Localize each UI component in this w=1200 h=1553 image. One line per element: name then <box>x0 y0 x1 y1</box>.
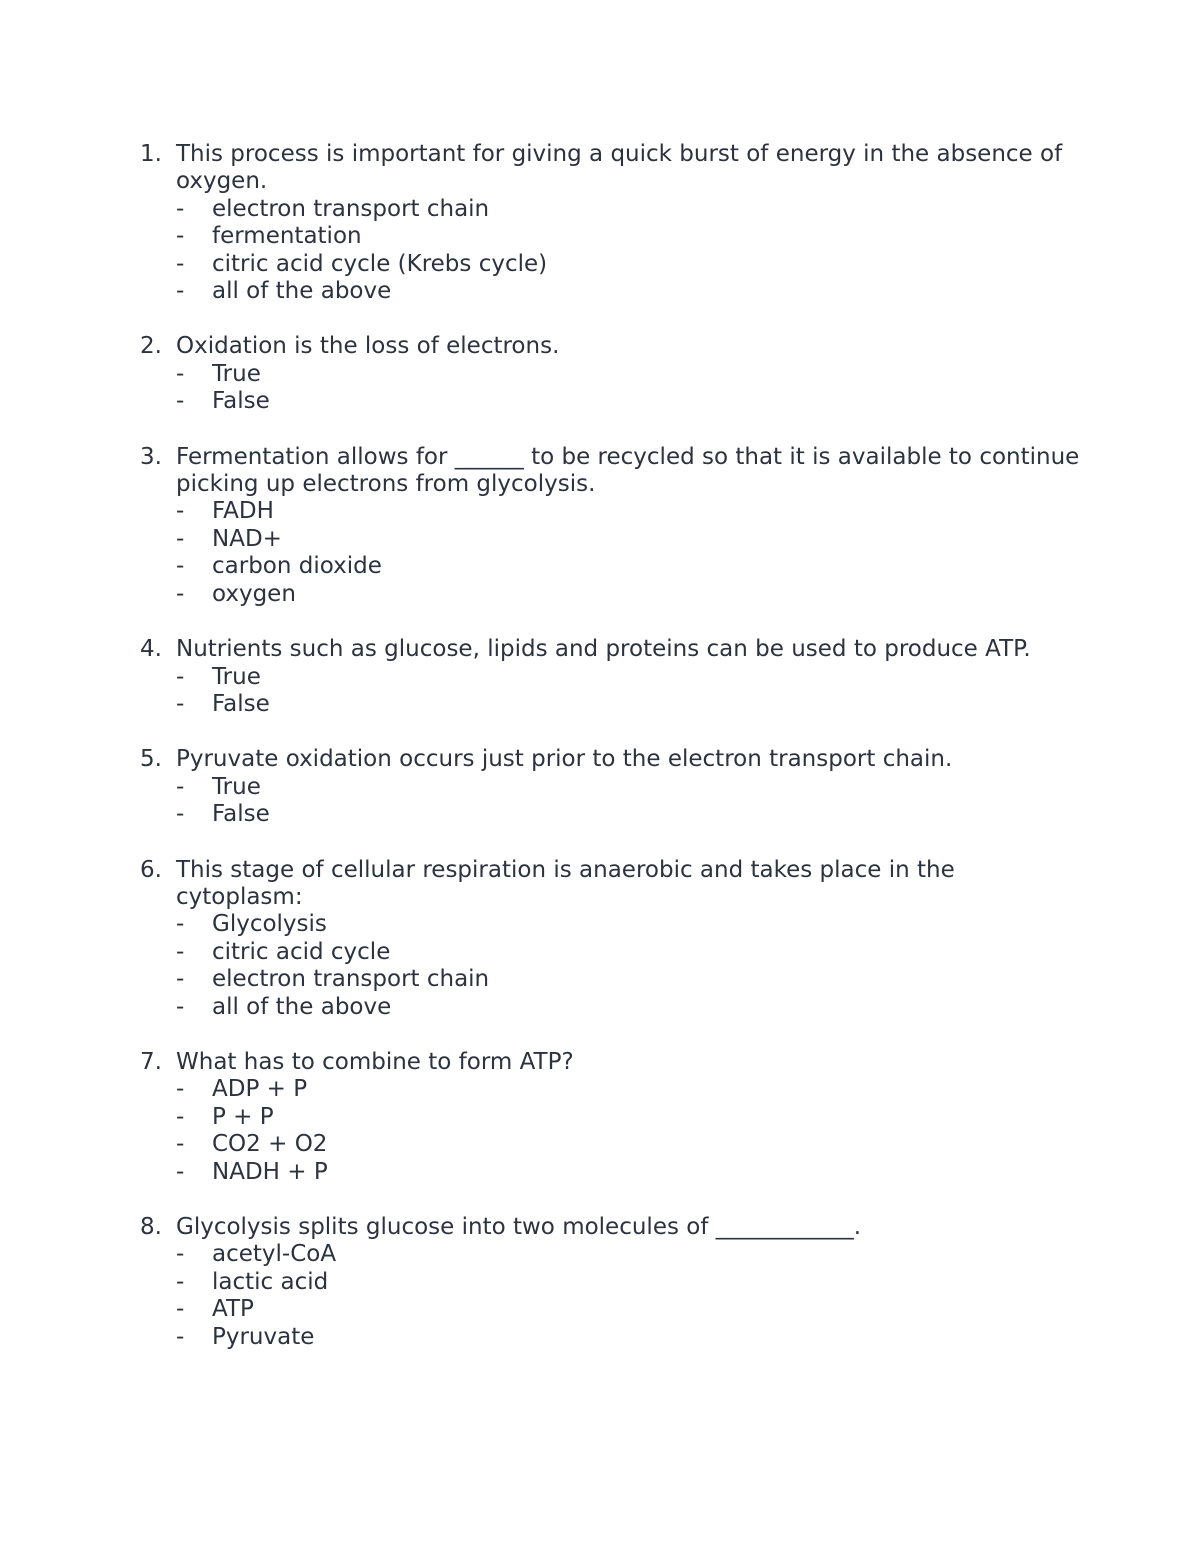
dash-bullet-icon: - <box>176 1268 185 1295</box>
answer-option-text: False <box>212 801 270 828</box>
dash-bullet-icon: - <box>176 938 185 965</box>
dash-bullet-icon: - <box>176 1131 185 1158</box>
answer-option <box>176 581 1080 608</box>
answer-option <box>176 664 1080 691</box>
dash-bullet-icon: - <box>176 498 185 525</box>
dash-bullet-icon: - <box>176 525 185 552</box>
dash-bullet-icon: - <box>176 911 185 938</box>
question-6 <box>140 857 1080 1021</box>
answer-option <box>176 526 1080 553</box>
question-3 <box>140 444 1080 608</box>
dash-bullet-icon: - <box>176 1103 185 1130</box>
answer-option <box>176 251 1080 278</box>
question-text: This process is important for giving a quick burst of energy in the absence of oxygen. <box>176 141 1063 195</box>
answer-option <box>176 388 1080 415</box>
question-text: Nutrients such as glucose, lipids and proteins can be used to produce ATP. <box>176 636 1031 663</box>
answer-option-text: P + P <box>212 1103 274 1130</box>
answer-option-text: Pyruvate <box>212 1323 315 1350</box>
answer-option-text: CO2 + O2 <box>212 1131 328 1158</box>
dash-bullet-icon: - <box>176 1241 185 1268</box>
dash-bullet-icon: - <box>176 360 185 387</box>
answer-options <box>176 911 1080 1021</box>
answer-options <box>176 664 1080 719</box>
answer-options <box>176 1076 1080 1186</box>
answer-option <box>176 553 1080 580</box>
question-number: 3. <box>140 443 162 470</box>
question-4 <box>140 636 1080 718</box>
answer-option-text: ATP <box>212 1296 254 1323</box>
answer-option-text: lactic acid <box>212 1268 329 1295</box>
answer-option <box>176 196 1080 223</box>
answer-option <box>176 911 1080 938</box>
answer-option <box>176 1131 1080 1158</box>
answer-option <box>176 361 1080 388</box>
dash-bullet-icon: - <box>176 690 185 717</box>
dash-bullet-icon: - <box>176 773 185 800</box>
answer-option-text: electron transport chain <box>212 195 490 222</box>
answer-option-text: electron transport chain <box>212 966 490 993</box>
answer-option <box>176 966 1080 993</box>
answer-option-text: acetyl-CoA <box>212 1241 337 1268</box>
answer-options <box>176 498 1080 608</box>
answer-options <box>176 361 1080 416</box>
answer-option-text: True <box>212 360 261 387</box>
answer-option <box>176 1076 1080 1103</box>
question-number: 2. <box>140 333 162 360</box>
question-8 <box>140 1214 1080 1351</box>
answer-option <box>176 994 1080 1021</box>
question-number: 7. <box>140 1048 162 1075</box>
answer-option <box>176 1296 1080 1323</box>
answer-option-text: carbon dioxide <box>212 553 382 580</box>
answer-option <box>176 498 1080 525</box>
question-number: 5. <box>140 746 162 773</box>
question-text: Glycolysis splits glucose into two molecules of ____________. <box>176 1214 862 1240</box>
answer-option-text: True <box>212 663 261 690</box>
dash-bullet-icon: - <box>176 388 185 415</box>
question-number: 1. <box>140 141 162 167</box>
dash-bullet-icon: - <box>176 580 185 607</box>
question-number: 8. <box>140 1214 162 1240</box>
question-list <box>140 141 1080 1379</box>
dash-bullet-icon: - <box>176 993 185 1020</box>
answer-option-text: citric acid cycle <box>212 938 391 965</box>
answer-option-text: False <box>212 690 270 717</box>
answer-option <box>176 939 1080 966</box>
question-number: 4. <box>140 636 162 663</box>
answer-options <box>176 1241 1080 1351</box>
answer-option <box>176 1269 1080 1296</box>
question-text: Pyruvate oxidation occurs just prior to the electron transport chain. <box>176 746 953 773</box>
dash-bullet-icon: - <box>176 553 185 580</box>
answer-option <box>176 223 1080 250</box>
dash-bullet-icon: - <box>176 195 185 222</box>
answer-option-text: oxygen <box>212 580 296 607</box>
dash-bullet-icon: - <box>176 663 185 690</box>
dash-bullet-icon: - <box>176 1323 185 1350</box>
dash-bullet-icon: - <box>176 1158 185 1185</box>
question-5 <box>140 746 1080 828</box>
answer-option <box>176 774 1080 801</box>
answer-option-text: False <box>212 388 270 415</box>
question-2 <box>140 333 1080 415</box>
answer-option <box>176 1241 1080 1268</box>
question-1 <box>140 141 1080 305</box>
answer-option-text: all of the above <box>212 993 392 1020</box>
dash-bullet-icon: - <box>176 223 185 250</box>
answer-option <box>176 1159 1080 1186</box>
question-text: Fermentation allows for ______ to be recycled so that it is available to continue picking up electrons from glycolysis. <box>176 443 1080 498</box>
dash-bullet-icon: - <box>176 801 185 828</box>
question-text: This stage of cellular respiration is anaerobic and takes place in the cytoplasm: <box>176 856 955 910</box>
answer-option <box>176 1104 1080 1131</box>
answer-options <box>176 196 1080 306</box>
answer-option-text: citric acid cycle (Krebs cycle) <box>212 250 548 277</box>
answer-option-text: ADP + P <box>212 1076 308 1103</box>
answer-option <box>176 1324 1080 1351</box>
answer-option <box>176 691 1080 718</box>
dash-bullet-icon: - <box>176 278 185 305</box>
question-number: 6. <box>140 856 162 883</box>
answer-option-text: NAD+ <box>212 525 282 552</box>
dash-bullet-icon: - <box>176 1076 185 1103</box>
dash-bullet-icon: - <box>176 966 185 993</box>
answer-option-text: True <box>212 773 261 800</box>
answer-option-text: FADH <box>212 498 274 525</box>
answer-option <box>176 801 1080 828</box>
answer-option-text: Glycolysis <box>212 911 327 938</box>
dash-bullet-icon: - <box>176 250 185 277</box>
answer-options <box>176 774 1080 829</box>
dash-bullet-icon: - <box>176 1296 185 1323</box>
answer-option-text: all of the above <box>212 278 392 305</box>
answer-option-text: NADH + P <box>212 1158 328 1185</box>
answer-option <box>176 278 1080 305</box>
question-7 <box>140 1049 1080 1186</box>
answer-option-text: fermentation <box>212 223 362 250</box>
question-text: Oxidation is the loss of electrons. <box>176 333 560 360</box>
question-text: What has to combine to form ATP? <box>176 1048 574 1075</box>
